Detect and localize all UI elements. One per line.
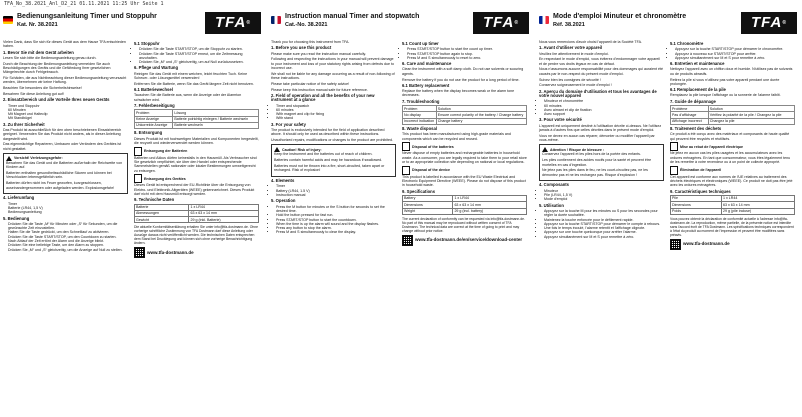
section-heading: 6.1 Battery replacement	[402, 82, 450, 88]
bullet-list	[271, 104, 396, 121]
disposal-title	[670, 142, 795, 151]
manual-page-german	[3, 10, 263, 410]
table-cell: No display	[403, 112, 437, 118]
table-cell: Poids	[671, 208, 722, 214]
disposal-title	[402, 166, 527, 175]
section-heading: 8. Traitement des déchets	[670, 125, 722, 131]
paragraph: Following and respecting the instructions in your manual will prevent damage to your instrument and loss of your statutory rights arising from defects due to incorrect use.	[271, 57, 395, 70]
list-item: • Press START/STOP button to start the countdown.	[276, 218, 396, 222]
table-row	[671, 118, 795, 124]
table-cell: Weight	[403, 208, 453, 214]
section-heading: 1. Bevor Sie mit dem Gerät arbeiten	[3, 49, 74, 55]
bullet-list	[670, 47, 795, 60]
tfa-logo: TFA®	[741, 12, 797, 34]
list-item: • Avec support	[544, 112, 664, 116]
paragraph: Batteries must not be thrown into a fire, short-circuited, taken apart or recharged. Risk of explosion!	[274, 164, 385, 173]
flag-icon-de	[3, 16, 13, 24]
left-column	[539, 40, 664, 240]
disposal-label: Élimination de l'appareil	[680, 168, 722, 173]
paragraph: Conservez l'appareil et les piles hors de la portée des enfants.	[542, 152, 641, 157]
section-heading: 9. Caractéristiques techniques	[670, 188, 731, 194]
section-heading: 6. Entretien et maintenance	[670, 61, 725, 67]
manual-page-french	[539, 10, 799, 410]
paragraph: Batterien enthalten gesundheitsschädliche Säuren und können bei Verschlucken lebensgefährlich sein.	[6, 171, 112, 180]
table-cell: Ensure correct polarity of the battery / Change battery	[436, 112, 526, 118]
paragraph: Durch die Beachtung der Bedienungsanleitung vermeiden Sie auch Beschädigungen des Geräts und die Gefährdung Ihrer gesetzlichen Mängelrechte durch Fehlgebrauch.	[3, 61, 111, 75]
imprint-text: Vous pouvez obtenir la déclaration de conformité actuelle à l'adresse info@tfa-dostmann.de. La reproduction, même partielle, de la présente notice est interdite sans l'accord écrit de TFA Dostmann. Les spécifications techniques correspondent à l'état du produit au moment de l'impression et peuvent être modifiées sans préavis.	[670, 216, 794, 237]
bullet-list	[3, 202, 128, 215]
catalog-number: Réf. 38.2021	[553, 22, 585, 28]
list-item: • Batterie (LR44, 1,5 V)	[8, 206, 128, 210]
section-heading: 7. Guide de dépannage	[670, 98, 716, 104]
table-row	[403, 208, 527, 214]
section-heading: 5. Operation	[271, 198, 296, 204]
paragraph: Conservez soigneusement le mode d'emploi !	[539, 83, 612, 88]
paragraph: Ne jetez en aucun cas les piles usagées et les accumulateurs avec les ordures ménagères. En tant que consommateur, vous êtes légalement tenu de les remettre à votre revendeur ou à un point de collecte approprié.	[670, 151, 791, 164]
table-cell: 1 x LR44	[453, 195, 527, 201]
list-item: • Drücken Sie die Taste START/STOP, um die Stoppuhr zu starten.	[139, 47, 259, 51]
paragraph: Ce produit a été conçu avec des matériaux et composants de haute qualité qui peuvent être recyclés et réutilisés.	[670, 132, 790, 141]
list-item: • Avec aimant et clip de fixation	[544, 108, 664, 112]
table-cell: Battery	[403, 195, 453, 201]
section-heading: 4. Elements	[271, 178, 295, 184]
list-item: • Nach Ablauf der Zeit ertönt der Alarm und die Anzeige blinkt.	[8, 239, 128, 243]
list-item: • Maintenez la touche enfoncée pour le défilement rapide.	[544, 218, 664, 222]
bullet-list	[271, 205, 396, 235]
list-item: • Appuyez à nouveau sur START/STOP pour arrêter.	[675, 52, 795, 56]
paragraph: Never dispose of empty batteries and rechargeable batteries in household waste. As a consumer, you are legally required to take them to your retail store or to an appropriate collection site depending on national or local regulations.	[402, 151, 527, 164]
bullet-list	[402, 47, 527, 60]
page-title: Mode d'emploi Minuteur et chronomètre Réf. 38.2021	[553, 13, 703, 29]
bullet-list	[539, 189, 664, 202]
table-cell: 63 x 63 x 14 mm	[722, 202, 795, 208]
table-cell: Solution	[436, 106, 526, 112]
crossed-bin-icon	[134, 147, 142, 156]
disposal-label: Disposal of the device	[412, 168, 450, 173]
qr-code-icon	[670, 239, 681, 250]
section-heading: 2. Einsatzbereich und alle Vorteile Ihres neuen Geräts	[3, 97, 110, 103]
crossed-bin-icon	[670, 142, 678, 151]
paragraph: Dieses Produkt ist mit hochwertigen Materialien und Komponenten hergestellt, die recycelt und wiederverwendet werden können.	[134, 136, 259, 145]
disposal-title	[134, 147, 259, 156]
table-row	[671, 208, 795, 214]
list-item: • Press START/STOP button to start the count up timer.	[407, 47, 527, 51]
disposal-label: Entsorgung der Batterien	[144, 148, 188, 153]
data-table	[670, 195, 795, 215]
paragraph: En respectant le mode d'emploi, vous éviterez d'endommager votre appareil et de perdre vos droits légaux en cas de défaut.	[539, 57, 661, 66]
table-cell: 29 g (inkl. Batterie)	[189, 217, 259, 223]
section-heading: 7. Troubleshooting	[402, 98, 440, 104]
crossed-bin-icon	[670, 166, 678, 175]
paragraph: Beachten Sie besonders die Sicherheitshinweise!	[3, 86, 82, 91]
section-heading: 1. Before you use this product	[271, 45, 332, 51]
section-heading: 5.1 Chronomètre	[670, 41, 704, 46]
table-row	[135, 122, 259, 128]
disposal-title	[670, 166, 795, 175]
table-cell: Pas d'affichage	[671, 112, 709, 118]
list-item: • Mit Standbügel	[8, 116, 128, 120]
list-item: • Timer and stopwatch	[276, 104, 396, 108]
list-item: • 60 Minuten	[8, 108, 128, 112]
list-item: • 60 minutes	[544, 104, 664, 108]
table-row	[403, 118, 527, 124]
paragraph: Tauschen Sie die Batterie aus, wenn die Anzeige oder der Alarmton schwächer wird.	[134, 93, 242, 102]
paragraph: Replace the battery when the display becomes weak or the alarm tone decreases.	[402, 89, 515, 98]
table-cell: Solution	[708, 106, 794, 112]
paragraph: Cet appareil est conforme aux normes de l'UE relatives au traitement des déchets électriques et électroniques (WEEE). Ce produit ne doit pas être jeté avec les ordures ménagères.	[670, 174, 793, 188]
tfa-logo: TFA®	[473, 12, 529, 34]
paragraph: L'appareil est uniquement destiné à l'utilisation décrite ci-dessus. Ne l'utilisez jamais à d'autres fins que celles décrites dans le présent mode d'emploi.	[539, 123, 662, 133]
paragraph: Please take particular notice of the safety advice!	[271, 81, 350, 86]
list-item: • With magnet and clip for fixing	[276, 112, 396, 116]
list-item: • Mode d'emploi	[544, 197, 664, 201]
table-cell: 29 g (incl. battery)	[453, 208, 527, 214]
crossed-bin-icon	[402, 166, 410, 175]
list-item: • Drücken Sie die Taste „M“ für Minuten oder „S“ für Sekunden, um die gewünschte Zeit einzustellen.	[8, 222, 128, 231]
list-item: • Minuteur	[544, 189, 664, 193]
data-table	[670, 105, 795, 125]
data-table	[134, 109, 259, 129]
list-item: • Mit Magnet und Halteclip	[8, 112, 128, 116]
list-item: • Appuyez sur une touche quelconque pour arrêter l'alarme.	[544, 230, 664, 234]
table-cell: Batterie	[135, 204, 189, 210]
list-item: • Bedienungsanleitung	[8, 210, 128, 214]
bullet-list	[3, 222, 128, 252]
page-title: Instruction manual Timer and stopwatch Cat.-No. 38.2021	[285, 13, 435, 29]
paragraph: Clean the instrument with a soft damp cloth. Do not use solvents or scouring agents.	[402, 67, 524, 76]
paragraph: Ne jetez pas les piles dans le feu, ne les court-circuitez pas, ne les démontez pas et ne les rechargez pas. Risque d'explosion !	[542, 168, 648, 177]
list-item: • Battery (LR44, 1.5 V)	[276, 189, 396, 193]
list-item: • 60 minutes	[276, 108, 396, 112]
section-heading: 9. Technische Daten	[134, 197, 175, 203]
section-heading: 1. Avant d'utiliser votre appareil	[539, 45, 603, 51]
disposal-label: Disposal of the batteries	[412, 144, 454, 149]
table-cell: 29 g (pile incluse)	[722, 208, 795, 214]
catalog-number: Cat.-No. 38.2021	[285, 22, 328, 28]
left-column	[3, 40, 128, 253]
flag-icon-fr	[539, 16, 549, 24]
table-cell: Unkorrekte Anzeige	[135, 122, 173, 128]
table-cell: Gewicht	[135, 217, 189, 223]
warning-label: Attention ! Risque de blessure :	[550, 147, 605, 152]
imprint-text: Die aktuelle Konformitätserklärung erhalten Sie unter info@tfa-dostmann.de. Ohne vorherige schriftliche Zustimmung von TFA Dostmann darf diese Anleitung oder Auszüge daraus nicht veröffentlicht werden. Die technischen Daten entsprechen dem Stand bei Drucklegung und können sich ohne vorherige Benachrichtigung ändern.	[134, 225, 259, 246]
list-item: • Appuyez sur la touche START/STOP pour démarrer le chronomètre.	[675, 47, 795, 51]
table-cell: Vérifiez la polarité de la pile / Changez la pile	[708, 112, 794, 118]
print-slug: TFA_No_38.2021_Anl_D2_21 01.11.2021 11:25 Uhr Seite 1	[4, 1, 164, 7]
list-item: • Drücken Sie „M“ und „S“ gleichzeitig, um die Anzeige auf Null zu stellen.	[8, 248, 128, 252]
right-column	[402, 40, 527, 246]
qr-code-icon	[402, 235, 413, 246]
table-cell: Dimensions	[403, 202, 453, 208]
bullet-list	[271, 184, 396, 197]
section-heading: 5. Bedienung	[3, 215, 30, 221]
table-cell: Abmessungen	[135, 210, 189, 216]
list-item: • Appuyez sur la touche START/STOP pour démarrer le compte à rebours.	[544, 222, 664, 226]
paragraph: Bewahren Sie das Gerät und die Batterien außerhalb der Reichweite von Kindern auf.	[6, 161, 123, 170]
section-heading: 6. Pflege und Wartung	[134, 65, 179, 71]
list-item: • Instruction manual	[276, 193, 396, 197]
table-cell: Affichage incorrect	[671, 118, 709, 124]
disposal-label: Entsorgung des Gerätes	[144, 176, 186, 181]
section-heading: 8. Entsorgung	[134, 130, 163, 136]
paragraph: Das eigenmächtige Reparieren, Umbauen oder Verändern des Gerätes ist nicht gestattet.	[3, 142, 122, 151]
left-column	[271, 40, 396, 236]
list-item: • Pile (LR44, 1,5 V)	[544, 193, 664, 197]
warning-label: Caution! Risk of injury:	[282, 147, 322, 152]
section-heading: 4. Composants	[539, 182, 570, 188]
table-cell: Batterie polrichtig einlegen / Batterie wechseln	[173, 116, 259, 122]
paragraph: Lesen Sie sich bitte die Bedienungsanleitung genau durch.	[3, 55, 97, 60]
paragraph: Bewahren Sie diese Anleitung gut auf!	[3, 91, 64, 96]
paragraph: Für Schäden, die aus Nichtbeachtung dieser Bedienungsanleitung verursacht werden, übernehmen wir keine Haftung.	[3, 76, 127, 85]
website-link	[670, 239, 795, 250]
section-heading: 3. Pour votre sécurité	[539, 117, 582, 123]
intro-text: Vielen Dank, dass Sie sich für dieses Gerät aus dem Hause TFA entschieden haben.	[3, 40, 126, 49]
table-cell: 63 x 63 x 14 mm	[189, 210, 259, 216]
flag-icon-en	[271, 16, 281, 24]
catalog-number: Kat. Nr. 38.2021	[17, 22, 58, 28]
website-link	[402, 235, 527, 246]
paragraph: Batteries contain harmful acids and may be hazardous if swallowed.	[274, 158, 383, 163]
paragraph: Batterien und Akkus dürfen keinesfalls in den Hausmüll. Als Verbraucher sind Sie gesetzlich verpflichtet, sie über den Handel oder entsprechende Sammelstellen gemäß nationaler oder lokaler Bestimmungen umweltgerecht zu entsorgen.	[134, 155, 257, 173]
list-item: • Appuyez simultanément sur M et S pour remettre à zéro.	[675, 56, 795, 60]
section-heading: 5.1 Count up timer	[402, 41, 439, 46]
paragraph: Das Produkt ist ausschließlich für den oben beschriebenen Einsatzbereich geeignet. Verwenden Sie das Produkt nicht anders, als in dieser Anleitung dargestellt wird.	[3, 128, 122, 141]
paragraph: We shall not be liable for any damage occurring as a result of non-following of these instructions.	[271, 71, 395, 81]
table-cell: Problem	[135, 110, 173, 116]
bullet-list	[539, 209, 664, 239]
table-cell: Problème	[671, 106, 709, 112]
bullet-list	[539, 99, 664, 116]
table-cell: Keine Anzeige	[135, 116, 173, 122]
section-heading: 6.1 Remplacement de la pile	[670, 87, 726, 93]
section-heading: 3. For your safety	[271, 121, 306, 127]
data-table	[402, 105, 527, 125]
website-url: www.tfa-dostmann.de	[147, 249, 194, 255]
table-cell: Pile	[671, 195, 722, 201]
table-cell: Incorrect indication	[403, 118, 437, 124]
manual-page-english	[271, 10, 531, 410]
disposal-label: Mise au rebut de l'appareil électrique	[680, 144, 743, 149]
website-url: www.tfa-dostmann.de/en/service/download-center	[415, 237, 523, 243]
list-item: • Press the M button for minutes or the S button for seconds to set the desired time.	[276, 205, 396, 214]
right-column	[134, 40, 259, 258]
list-item: • When the time is up the alarm will sound and the display flashes.	[276, 222, 396, 226]
list-item: • Minuteur et chronomètre	[544, 99, 664, 103]
paragraph: Please keep this instruction manual safe for future reference.	[271, 87, 368, 92]
warning-box	[271, 144, 396, 177]
disposal-title	[402, 142, 527, 151]
paragraph: Remplacez la pile lorsque l'affichage ou la sonnerie de l'alarme faiblit.	[670, 93, 781, 98]
list-item: • Drücken Sie die Taste START/STOP erneut, um die Zeitmessung anzuhalten.	[139, 52, 259, 61]
list-item: • Hold the button pressed for fast run.	[276, 213, 396, 217]
qr-code-icon	[134, 247, 145, 258]
website-link	[134, 247, 259, 258]
section-heading: 9. Specifications	[402, 188, 436, 194]
paragraph: Vous ne devez en aucun cas réparer, démonter ou modifier l'appareil par vous-même.	[539, 133, 655, 143]
section-heading: 5.1 Stoppuhr	[134, 41, 160, 46]
paragraph: Please make sure you read the instruction manual carefully.	[271, 51, 367, 56]
data-table	[402, 195, 527, 215]
imprint-text: The current declaration of conformity can be requested via info@tfa-dostmann.de. No part of this manual may be reproduced without written consent of TFA Dostmann. The technical data are correct at the time of going to print and may change without prior notice.	[402, 216, 525, 233]
table-cell: 1 x LR44	[722, 195, 795, 201]
list-item: • Une fois le temps écoulé, l'alarme retentit et l'affichage clignote.	[544, 226, 664, 230]
paragraph: Reinigen Sie das Gerät mit einem weichen, leicht feuchten Tuch. Keine Scheuer- oder Lösungsmittel verwenden!	[134, 71, 248, 81]
section-heading: 7. Fehlerbeseitigung	[134, 103, 175, 109]
table-cell: Changez la pile	[708, 118, 794, 124]
right-column	[670, 40, 795, 250]
paragraph: Remove the battery if you do not use the product for a long period of time.	[402, 77, 520, 82]
crossed-bin-icon	[134, 174, 142, 183]
page-title: Bedienungsanleitung Timer und Stoppuhr Kat. Nr. 38.2021	[17, 13, 167, 29]
list-item: • Appuyez sur la touche M pour les minutes ou S pour les secondes pour régler la durée souhaitée.	[544, 209, 664, 218]
table-row	[135, 217, 259, 223]
disposal-title	[134, 174, 259, 183]
paragraph: Retirez la pile si vous n'utilisez pas votre appareil pendant une durée prolongée.	[670, 77, 780, 86]
paragraph: Unauthorized repairs, modifications or changes to the product are prohibited.	[271, 138, 394, 143]
list-item: • Timer	[8, 202, 128, 206]
paragraph: Veuillez lire attentivement le mode d'emploi.	[539, 51, 609, 56]
section-heading: 2. Aperçu du domaine d'utilisation et tous les avantages de votre nouvel appareil	[539, 88, 657, 98]
list-item: • Press M and S simultaneously to reset to zero.	[407, 56, 527, 60]
bullet-list	[3, 104, 128, 121]
list-item: • Press M and S simultaneously to clear the display.	[276, 230, 396, 234]
paragraph: This product has been manufactured using high-grade materials and components which can be recycled and reused.	[402, 132, 511, 141]
section-heading: 5. Utilisation	[539, 202, 564, 208]
paragraph: Entfernen Sie die Batterie, wenn Sie das Gerät längere Zeit nicht benutzen.	[134, 81, 254, 86]
section-heading: 4. Lieferumfang	[3, 195, 35, 201]
table-cell: Batterie wechseln	[173, 122, 259, 128]
list-item: • Timer	[276, 184, 396, 188]
section-heading: 2. Field of operation and all the benefits of your new instrument at a glance	[271, 92, 375, 103]
data-table	[134, 204, 259, 224]
list-item: • With stand	[276, 116, 396, 120]
section-heading: 3. Zu Ihrer Sicherheit	[3, 121, 45, 127]
list-item: • Drücken Sie eine beliebige Taste, um den Alarm zu stoppen.	[8, 243, 128, 247]
website-url: www.tfa-dostmann.de	[683, 241, 730, 247]
list-item: • Timer und Stoppuhr	[8, 104, 128, 108]
paragraph: Dieses Gerät ist entsprechend der EU-Richtlinie über die Entsorgung von Elektro- und Elektronik-Altgeräten (WEEE) gekennzeichnet. Dieses Produkt darf nicht mit dem Hausmüll entsorgt werden.	[134, 183, 255, 196]
paragraph: Batterien dürfen nicht ins Feuer geworfen, kurzgeschlossen, auseinandergenommen oder aufgeladen werden. Explosionsgefahr!	[6, 181, 115, 190]
list-item: • Drücken Sie die Taste START/STOP, um den Countdown zu starten.	[8, 235, 128, 239]
paragraph: Suivez bien les consignes de sécurité !	[539, 77, 601, 82]
paragraph: Nous n'assumons aucune responsabilité pour des dommages qui auraient été causés par le non-respect du présent mode d'emploi.	[539, 67, 663, 76]
list-item: • Drücken Sie „M“ und „S“ gleichzeitig, um auf Null zurückzusetzen.	[139, 60, 259, 64]
intro-text: Nous vous remercions d'avoir choisi l'appareil de la Société TFA.	[539, 40, 642, 44]
warning-box	[539, 144, 664, 181]
paragraph: This product is labelled in accordance with the EU Waste Electrical and Electronic Equipment Directive (WEEE). Please do not dispose of this product in household waste.	[402, 174, 526, 188]
section-heading: 6. Care and maintenance	[402, 61, 452, 67]
table-cell: Lösung	[173, 110, 259, 116]
warning-label: Vorsicht! Verletzungsgefahr:	[14, 156, 63, 161]
paragraph: Nettoyez l'appareil avec un chiffon doux et humide. N'utilisez pas de solvants ou de produits abrasifs.	[670, 67, 793, 76]
list-item: • Press any button to stop the alarm.	[276, 226, 396, 230]
crossed-bin-icon	[402, 142, 410, 151]
intro-text: Thank you for choosing this instrument from TFA.	[271, 40, 350, 44]
paragraph: The product is exclusively intended for the field of application described above. It should only be used as described within these instructions.	[271, 128, 385, 137]
section-heading: 6.1 Batteriewechsel	[134, 87, 173, 93]
table-cell: 1 x LR44	[189, 204, 259, 210]
paragraph: Keep the instrument and the batteries out of reach of children.	[274, 152, 373, 157]
list-item: • Halten Sie die Taste gedrückt, um den Schnelllauf zu aktivieren.	[8, 230, 128, 234]
table-cell: Change battery	[436, 118, 526, 124]
bullet-list	[134, 47, 259, 64]
paragraph: Les piles contiennent des acides nocifs pour la santé et peuvent être mortelles en cas d'ingestion.	[542, 158, 652, 167]
table-cell: Dimensions	[671, 202, 722, 208]
table-cell: 63 x 63 x 14 mm	[453, 202, 527, 208]
list-item: • Appuyez simultanément sur M et S pour remettre à zéro.	[544, 235, 664, 239]
section-heading: 8. Waste disposal	[402, 125, 437, 131]
tfa-logo: TFA®	[205, 12, 261, 34]
table-cell: Problem	[403, 106, 437, 112]
warning-box	[3, 153, 128, 194]
list-item: • Press START/STOP button again to stop.	[407, 52, 527, 56]
